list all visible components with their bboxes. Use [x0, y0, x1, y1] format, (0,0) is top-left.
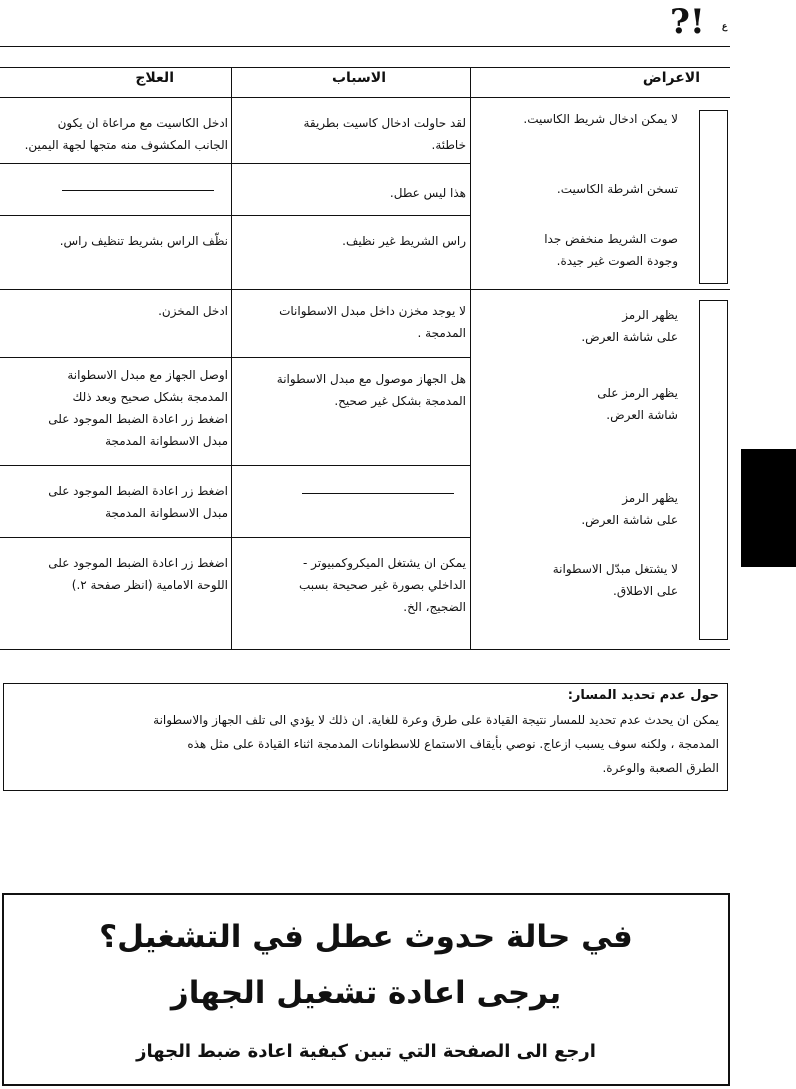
group-bracket-cd	[699, 300, 728, 640]
header-top-rule	[0, 67, 730, 68]
note-body: يمكن ان يحدث عدم تحديد للمسار نتيجة القيادة على طرق وعرة للغاية. ان ذلك لا يؤدي الى تلف الجهاز والاسطوانة المدمجة ، ولكنه سوف يسبب ازعاج. نوصي بأيقاف الاستماع للاسطوانات المدمجة اثناء القيادة على مثل هذه الطرق الصعبة والوعرة.	[153, 713, 719, 775]
reset-instruction-box	[2, 893, 730, 1086]
cause-cell: لا يوجد مخزن داخل مبدل الاسطوانات المدمجة .	[279, 304, 466, 340]
remedy-cell: نظّف الراس بشريط تنظيف راس.	[59, 234, 228, 248]
remedy-cell: اضغط زر اعادة الضبط الموجود على اللوحة الامامية (انظر صفحة ٢.)	[48, 556, 228, 592]
no-cause-dash	[302, 493, 454, 494]
troubleshooting-logo-icon	[670, 2, 730, 42]
row-separator	[0, 465, 470, 466]
reset-reference: ارجع الى الصفحة التي تبين كيفية اعادة ضبط الجهاز	[136, 1041, 596, 1062]
symptom-cell: يظهر الرمز على شاشة العرض.	[581, 491, 678, 527]
symptom-cell: صوت الشريط منخفض جدا وجودة الصوت غير جيدة.	[544, 232, 678, 268]
symptom-cell: يظهر الرمز على شاشة العرض.	[597, 386, 678, 422]
header-symptoms: الاعراض	[642, 70, 700, 86]
reset-heading: في حالة حدوث عطل في التشغيل؟	[99, 919, 633, 955]
cause-cell: هذا ليس عطل.	[389, 186, 466, 200]
section-tab-marker	[741, 449, 796, 567]
logo-glyphs: ?!	[670, 2, 705, 42]
cause-cell: لقد حاولت ادخال كاسيت بطريقة خاطئة.	[303, 116, 466, 152]
remedy-cell: ادخل المخزن.	[158, 304, 228, 318]
symptom-cell: لا يمكن ادخال شريط الكاسيت.	[523, 112, 678, 126]
remedy-cell: ادخل الكاسيت مع مراعاة ان يكون الجانب المكشوف منه متجها لجهة اليمين.	[24, 116, 228, 152]
row-separator	[0, 357, 470, 358]
skipping-note-box	[3, 683, 728, 791]
symptom-cell: لا يشتغل مبدّل الاسطوانة على الاطلاق.	[552, 562, 678, 598]
column-divider	[231, 67, 232, 649]
header-causes: الاسباب	[331, 70, 386, 86]
table-bottom-rule	[0, 649, 730, 650]
row-separator	[0, 537, 470, 538]
header-bottom-rule	[0, 97, 730, 98]
top-rule	[0, 46, 730, 47]
remedy-cell: اضغط زر اعادة الضبط الموجود على مبدل الاسطوانة المدمجة	[48, 484, 228, 520]
header-treatment: العلاج	[135, 70, 174, 86]
reset-subheading: يرجى اعادة تشغيل الجهاز	[170, 975, 562, 1011]
remedy-cell: اوصل الجهاز مع مبدل الاسطوانة المدمجة بشكل صحيح وبعد ذلك اضغط زر اعادة الضبط الموجود على مبدل الاسطوانة المدمجة	[48, 368, 228, 448]
group-bracket-tape	[699, 110, 728, 284]
cause-cell: هل الجهاز موصول مع مبدل الاسطوانة المدمجة بشكل غير صحيح.	[276, 372, 466, 408]
group-separator-rule	[0, 289, 730, 290]
row-separator	[0, 163, 470, 164]
symptom-cell: يظهر الرمز على شاشة العرض.	[581, 308, 678, 344]
row-separator	[0, 215, 470, 216]
cause-cell: راس الشريط غير نظيف.	[342, 234, 466, 248]
no-remedy-dash	[62, 190, 214, 191]
note-title: حول عدم تحديد المسار:	[567, 688, 719, 703]
cause-cell: يمكن ان يشتغل الميكروكمبيوتر - الداخلي بصورة غير صحيحة بسبب الضجيج، الخ.	[298, 556, 466, 614]
symptom-cell: تسخن اشرطة الكاسيت.	[556, 182, 678, 196]
logo-sub: ع	[722, 22, 728, 32]
